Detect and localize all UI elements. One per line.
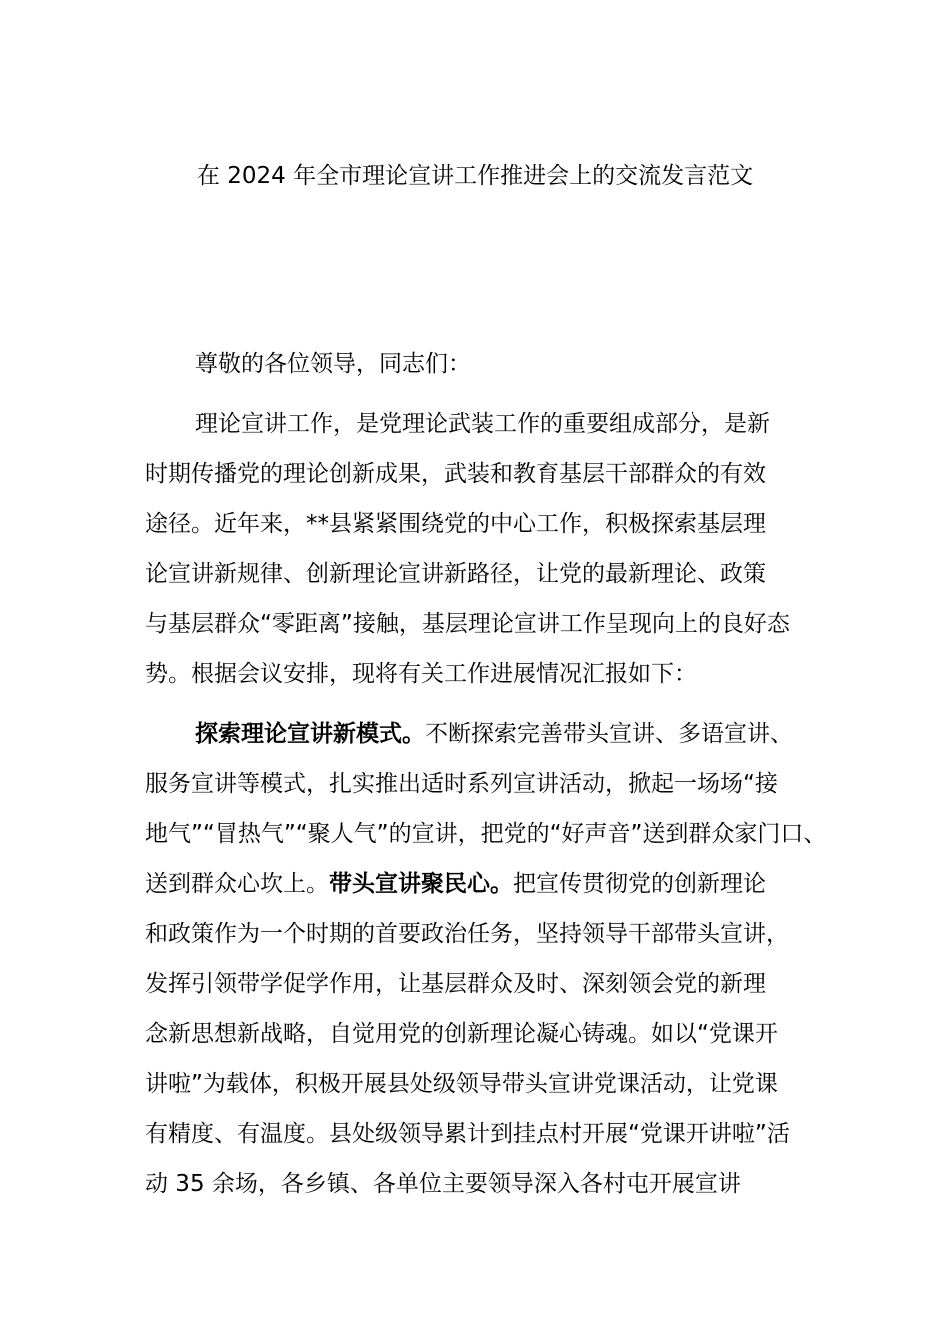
paragraph-text: 不断探索完善带头宣讲、多语宣讲、 (425, 721, 793, 747)
section-heading: 探索理论宣讲新模式。 (195, 721, 425, 747)
paragraph-text: 送到群众心坎上。 (145, 871, 329, 897)
paragraph-model (145, 709, 835, 1209)
paragraph-line: 动 35 余场，各乡镇、各单位主要领导深入各村屯开展宣讲 (145, 1171, 741, 1197)
paragraph-line: 理论宣讲工作，是党理论武装工作的重要组成部分，是新 (195, 411, 770, 437)
paragraph-line (145, 859, 835, 909)
paragraph-line: 势。根据会议安排，现将有关工作进展情况汇报如下： (145, 661, 697, 687)
paragraph-line: 时期传播党的理论创新成果，武装和教育基层干部群众的有效 (145, 461, 766, 487)
paragraph-line: 论宣讲新规律、创新理论宣讲新路径，让党的最新理论、政策 (145, 561, 766, 587)
paragraph-line: 讲啦”为载体，积极开展县处级领导带头宣讲党课活动，让党课 (145, 1071, 778, 1097)
paragraph-line: 发挥引领带学促学作用，让基层群众及时、深刻领会党的新理 (145, 971, 766, 997)
paragraph-line: 服务宣讲等模式，扎实推出适时系列宣讲活动，掀起一场场“接 (145, 771, 778, 797)
paragraph-line: 和政策作为一个时期的首要政治任务，坚持领导干部带头宣讲， (145, 921, 789, 947)
paragraph-line (145, 709, 835, 759)
paragraph-line: 念新思想新战略，自觉用党的创新理论凝心铸魂。如以“党课开 (145, 1021, 778, 1047)
paragraph-line: 与基层群众“零距离”接触，基层理论宣讲工作呈现向上的良好态 (145, 611, 790, 637)
section-heading: 带头宣讲聚民心。 (329, 871, 513, 897)
document-title: 在 2024 年全市理论宣讲工作推进会上的交流发言范文 (196, 163, 754, 189)
paragraph-text: 把宣传贯彻党的创新理论 (513, 871, 766, 897)
paragraph-line: 途径。近年来，**县紧紧围绕党的中心工作，积极探索基层理 (145, 511, 766, 537)
salutation: 尊敬的各位领导，同志们： (195, 351, 471, 377)
paragraph-intro (145, 399, 835, 699)
document-body (145, 339, 835, 1209)
paragraph-line: 地气”“冒热气”“聚人气”的宣讲，把党的“好声音”送到群众家门口、 (145, 821, 827, 847)
paragraph-line: 有精度、有温度。县处级领导累计到挂点村开展“党课开讲啦”活 (145, 1121, 790, 1147)
